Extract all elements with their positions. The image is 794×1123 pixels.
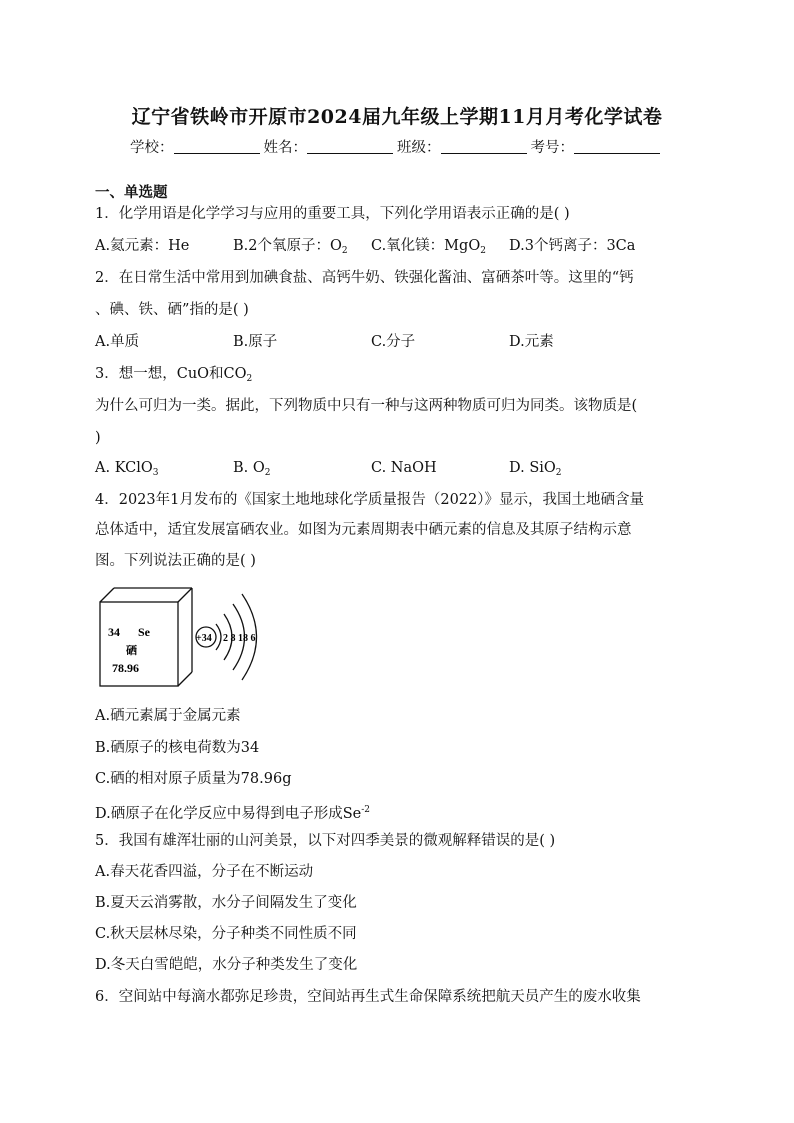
q3-option-b: B. $O_2$: [233, 460, 271, 478]
q5-option-c: C.秋天层林尽染，分子种类不同性质不同: [95, 926, 357, 942]
q3-option-c: C. NaOH: [371, 460, 437, 476]
q5-option-a: A.春天花香四溢，分子在不断运动: [95, 864, 314, 880]
q1-option-c: C.氧化镁：MgO$_2$: [371, 238, 486, 256]
school-label: 学校：: [130, 140, 174, 156]
q5-option-b: B.夏天云消雾散，水分子间隔发生了变化: [95, 895, 357, 911]
q2-option-d: D.元素: [509, 334, 554, 350]
nucleus-charge: +34: [196, 633, 212, 644]
name-blank: [307, 139, 393, 154]
class-label: 班级：: [397, 140, 441, 156]
q1-option-a: A.氦元素：He: [95, 238, 190, 254]
q3-option-d: D. SiO$_2$: [509, 460, 562, 478]
q4-option-a: A.硒元素属于金属元素: [95, 708, 241, 724]
q2-option-c: C.分子: [371, 334, 416, 350]
q3-stem-line2: 为什么可归为一类。据此，下列物质中只有一种与这两种物质可归为同类。该物质是(: [95, 398, 638, 414]
q2-option-b: B.原子: [233, 334, 278, 350]
number-blank: [574, 139, 660, 154]
element-name: 硒: [126, 644, 137, 657]
q1-option-d: D.3个钙离子：3Ca: [509, 238, 636, 254]
q4-stem-line3: 图。下列说法正确的是( ): [95, 553, 256, 569]
q1-option-b: B.2个氧原子：$O_2$: [233, 238, 348, 256]
atomic-mass: 78.96: [112, 661, 139, 675]
q2-stem-line2: 、碘、铁、硒”指的是( ): [95, 302, 249, 318]
section-title: 一、单选题: [95, 184, 168, 201]
q4-option-c: C.硒的相对原子质量为78.96g: [95, 771, 292, 787]
q2-options: [95, 332, 554, 352]
q2-option-a: A.单质: [95, 334, 140, 350]
name-label: 姓名：: [263, 140, 307, 156]
page-title: 辽宁省铁岭市开原市2024届九年级上学期11月月考化学试卷: [131, 106, 663, 128]
atomic-number: 34: [108, 625, 120, 639]
q5-option-d: D.冬天白雪皑皑，水分子种类发生了变化: [95, 957, 358, 973]
q1-stem: 1．化学用语是化学学习与应用的重要工具，下列化学用语表示正确的是( ): [95, 206, 570, 222]
student-info-line: [0, 136, 794, 157]
q3-stem-line1: 3．想一想，CuO和$CO_2$: [95, 366, 253, 384]
q4-stem-line2: 总体适中，适宜发展富硒农业。如图为元素周期表中硒元素的信息及其原子结构示意: [95, 522, 632, 538]
school-blank: [174, 139, 260, 154]
q2-stem-line1: 2．在日常生活中常用到加碘食盐、高钙牛奶、铁强化酱油、富硒茶叶等。这里的“钙: [95, 270, 634, 286]
number-label: 考号：: [530, 140, 574, 156]
q1-options: [95, 236, 635, 261]
class-blank: [441, 139, 527, 154]
q4-option-b: B.硒原子的核电荷数为34: [95, 740, 260, 756]
q3-stem-line3: ): [95, 430, 101, 446]
q4-stem-line1: 4．2023年1月发布的《国家土地地球化学质量报告（2022）》显示，我国土地硒含量: [95, 492, 645, 508]
q5-stem: 5．我国有雄浑壮丽的山河美景，以下对四季美景的微观解释错误的是( ): [95, 833, 556, 849]
q6-stem-line1: 6．空间站中每滴水都弥足珍贵，空间站再生式生命保障系统把航天员产生的废水收集: [95, 989, 641, 1005]
q4-option-d: D.硒原子在化学反应中易得到电子形成$Se^{-2}$: [95, 805, 371, 822]
q3-options: [95, 458, 562, 483]
q3-option-a: A. KClO$_3$: [95, 460, 159, 478]
element-symbol: Se: [138, 625, 150, 639]
selenium-element-figure: [98, 584, 278, 689]
electron-shells: 2 8 18 6: [223, 633, 256, 644]
